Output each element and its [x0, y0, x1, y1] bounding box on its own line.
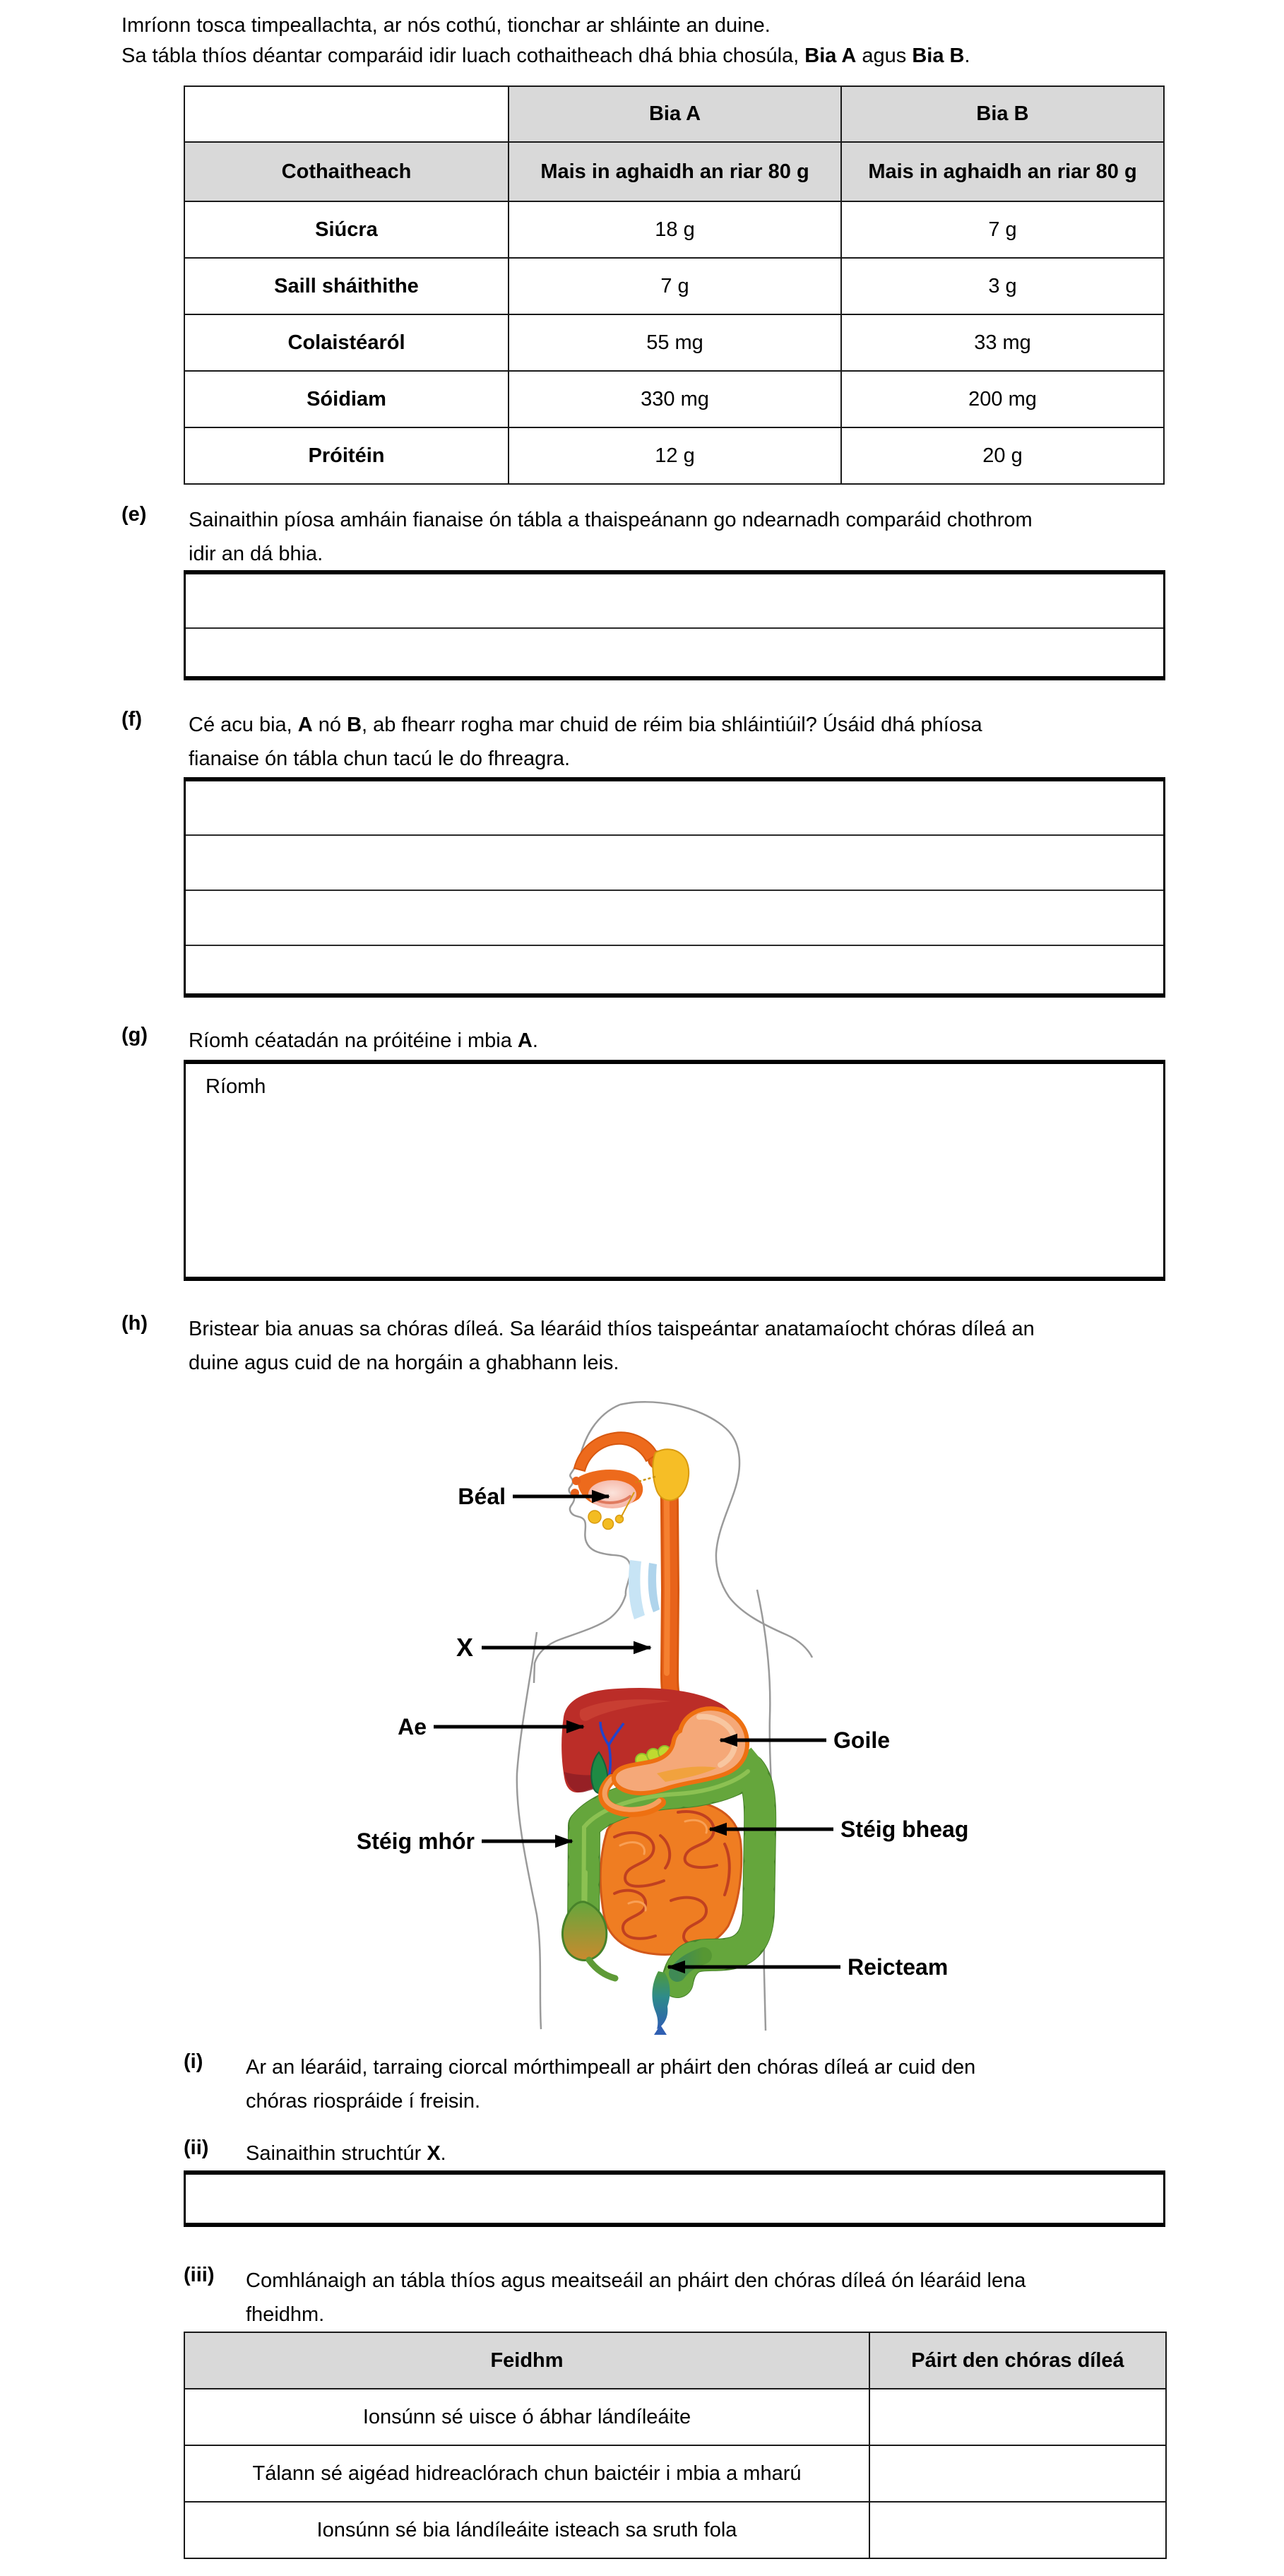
- bia-b-value: 33 mg: [841, 314, 1164, 371]
- nutrient-name: Colaistéaról: [184, 314, 509, 371]
- nutrient-header: Cothaitheach: [184, 142, 509, 201]
- question-ii-label: (ii): [184, 2137, 209, 2159]
- question-i-label: (i): [184, 2050, 203, 2073]
- table-row: [184, 371, 1164, 427]
- table-spacer-cell: [184, 86, 509, 142]
- answer-line[interactable]: [186, 627, 1163, 676]
- function-header: Feidhm: [184, 2332, 869, 2389]
- table-row: [184, 258, 1164, 314]
- answer-line[interactable]: [186, 945, 1163, 993]
- bia-b-header: Bia B: [841, 86, 1164, 142]
- question-h-label: (h): [121, 1312, 148, 1335]
- question-i-text: Ar an léaráid, tarraing ciorcal mórthimpeall ar pháirt den chóras díleá ar cuid den chóras riospráide í freisin.: [246, 2056, 976, 2113]
- nutrition-table: [184, 85, 1165, 485]
- nutrient-name: Próitéin: [184, 427, 509, 484]
- answer-line[interactable]: [186, 781, 1163, 834]
- question-iii-text: Comhlánaigh an tábla thíos agus meaitseáil an pháirt den chóras díleá ón léaráid lena fheidhm.: [246, 2269, 1026, 2326]
- table-row: [184, 201, 1164, 258]
- goile-label: Goile: [833, 1727, 891, 1753]
- question-e-text: Sainaithin píosa amháin fianaise ón tábla a thaispeánann go ndearnadh comparáid chothrom idir an dá bhia.: [189, 509, 1033, 565]
- beal-label: Béal: [458, 1484, 506, 1509]
- function-text: Tálann sé aigéad hidreaclórach chun baictéir i mbia a mharú: [184, 2445, 869, 2502]
- reicteam-label: Reicteam: [848, 1954, 949, 1980]
- intro-line-1: Imríonn tosca timpeallachta, ar nós cothú, tionchar ar shláinte an duine.: [121, 14, 771, 37]
- ae-label: Ae: [398, 1714, 427, 1739]
- question-e-label: (e): [121, 503, 147, 526]
- bia-b-value: 20 g: [841, 427, 1164, 484]
- nutrient-name: Siúcra: [184, 201, 509, 258]
- trachea-shape: [629, 1560, 645, 1619]
- nutrient-name: Saill sháithithe: [184, 258, 509, 314]
- answer-line[interactable]: [186, 574, 1163, 627]
- table-row: [184, 2445, 1166, 2502]
- part-answer-cell[interactable]: [869, 2445, 1166, 2502]
- intro-line-2: Sa tábla thíos déantar comparáid idir luach cothaitheach dhá bhia chosúla, Bia A agus Bia B.: [121, 45, 970, 67]
- mass-header-a: Mais in aghaidh an riar 80 g: [509, 142, 841, 201]
- bia-b-value: 200 mg: [841, 371, 1164, 427]
- steig-bheag-label: Stéig bheag: [840, 1816, 969, 1842]
- bia-a-value: 12 g: [509, 427, 841, 484]
- bia-a-value: 7 g: [509, 258, 841, 314]
- answer-line[interactable]: [186, 834, 1163, 890]
- table-row: [184, 2502, 1166, 2558]
- steig-mhor-label: Stéig mhór: [356, 1828, 475, 1854]
- function-text: Ionsúnn sé bia lándíleáite isteach sa sruth fola: [184, 2502, 869, 2558]
- x-label: X: [456, 1633, 473, 1662]
- calculation-box[interactable]: [184, 1060, 1165, 1281]
- digestive-system-diagram[interactable]: [304, 1378, 1031, 2035]
- part-answer-cell[interactable]: [869, 2389, 1166, 2445]
- answer-box-ii[interactable]: [184, 2170, 1165, 2227]
- bia-b-value: 7 g: [841, 201, 1164, 258]
- question-f-label: (f): [121, 708, 142, 731]
- bia-a-value: 18 g: [509, 201, 841, 258]
- nutrient-name: Sóidiam: [184, 371, 509, 427]
- part-answer-cell[interactable]: [869, 2502, 1166, 2558]
- function-text: Ionsúnn sé uisce ó ábhar lándíleáite: [184, 2389, 869, 2445]
- answer-box-e: [184, 570, 1165, 680]
- question-iii-label: (iii): [184, 2264, 215, 2286]
- question-f-text: Cé acu bia, A nó B, ab fhearr rogha mar chuid de réim bia shláintiúil? Úsáid dhá phíosa fianaise ón tábla chun tacú le do fhreagra.: [189, 714, 982, 770]
- mass-header-b: Mais in aghaidh an riar 80 g: [841, 142, 1164, 201]
- trachea-shape-2: [648, 1563, 660, 1612]
- question-g-text: Ríomh céatadán na próitéine i mbia A.: [189, 1029, 538, 1052]
- table-row: [184, 2389, 1166, 2445]
- answer-box-f: [184, 777, 1165, 998]
- function-table: [184, 2332, 1167, 2559]
- question-g-label: (g): [121, 1024, 148, 1046]
- bia-a-value: 330 mg: [509, 371, 841, 427]
- calc-box-label: Ríomh: [206, 1075, 266, 1098]
- bia-a-value: 55 mg: [509, 314, 841, 371]
- question-h-text: Bristear bia anuas sa chóras díleá. Sa léaráid thíos taispeántar anatamaíocht chóras díleá an duine agus cuid de na horgáin a ghabhann leis.: [189, 1318, 1035, 1374]
- bia-b-value: 3 g: [841, 258, 1164, 314]
- answer-line[interactable]: [186, 890, 1163, 945]
- small-intestine-shape: [600, 1800, 741, 1954]
- part-header: Páirt den chóras díleá: [869, 2332, 1166, 2389]
- bia-a-header: Bia A: [509, 86, 841, 142]
- question-ii-text: Sainaithin struchtúr X.: [246, 2142, 446, 2165]
- rectum-shape: [652, 1971, 670, 2035]
- table-row: [184, 427, 1164, 484]
- table-row: [184, 314, 1164, 371]
